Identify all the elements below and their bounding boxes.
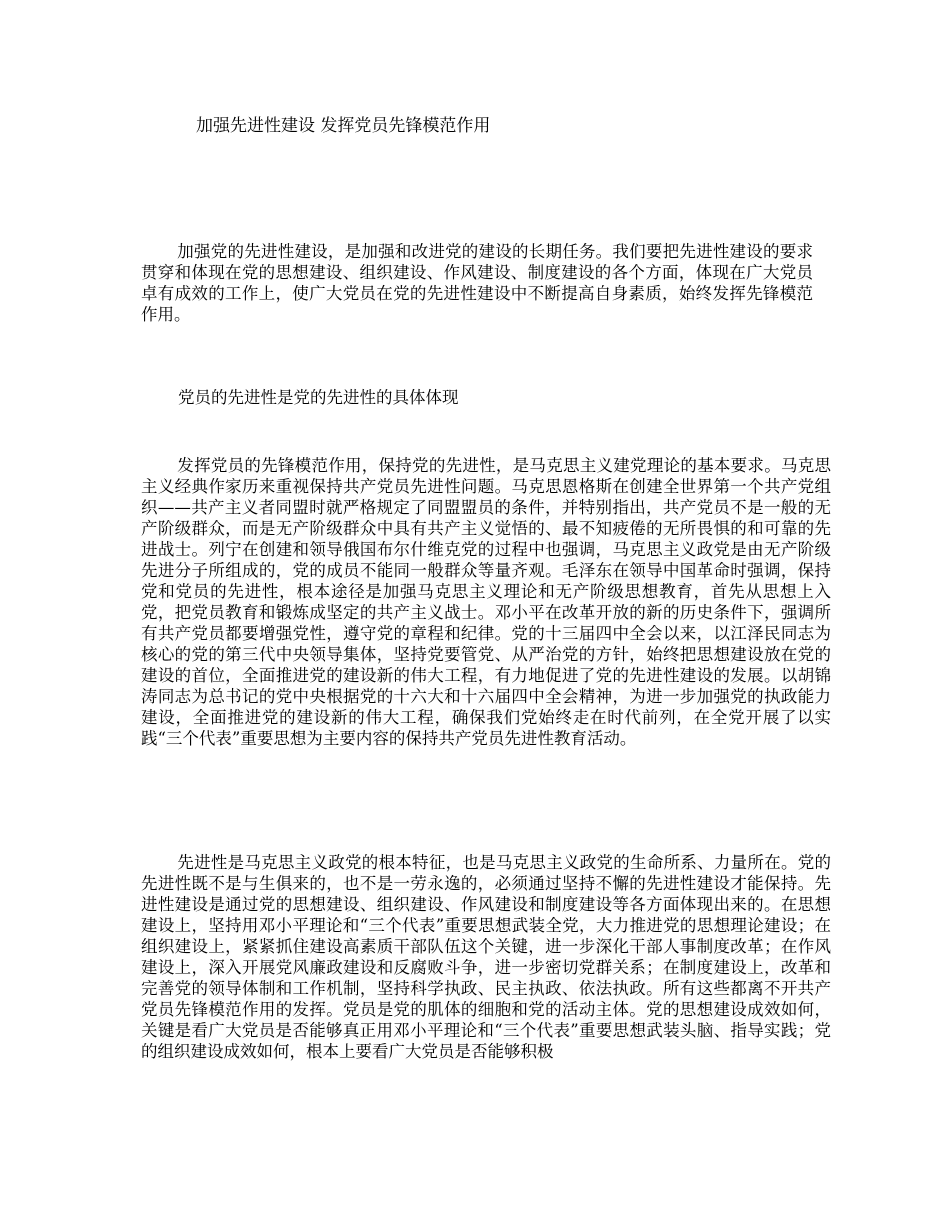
section-heading: 党员的先进性是党的先进性的具体体现 [178, 388, 459, 407]
body-paragraph-2: 先进性是马克思主义政党的根本特征，也是马克思主义政党的生命所系、力量所在。党的先进性既不是与生俱来的，也不是一劳永逸的，必须通过坚持不懈的先进性建设才能保持。先进性建设是通过党的思想建设、组织建设、作风建设和制度建设等各方面体现出来的。在思想建设上，坚持用邓小平理论和“三个代表”重要思想武装全党，大力推进党的思想理论建设；在组织建设上，紧紧抓住建设高素质干部队伍这个关键，进一步深化干部人事制度改革；在作风建设上，深入开展党风廉政建设和反腐败斗争，进一步密切党群关系；在制度建设上，改革和完善党的领导体制和工作机制，坚持科学执政、民主执政、依法执政。所有这些都离不开共产党员先锋模范作用的发挥。党员是党的肌体的细胞和党的活动主体。党的思想建设成效如何，关键是看广大党员是否能够真正用邓小平理论和“三个代表”重要思想武装头脑、指导实践；党的组织建设成效如何，根本上要看广大党员是否能够积极 [141, 853, 831, 1061]
intro-paragraph: 加强党的先进性建设，是加强和改进党的建设的长期任务。我们要把先进性建设的要求贯穿和体现在党的思想建设、组织建设、作风建设、制度建设的各个方面，体现在广大党员卓有成效的工作上，使广大党员在党的先进性建设中不断提高自身素质，始终发挥先锋模范作用。 [141, 242, 813, 324]
document-title: 加强先进性建设 发挥党员先锋模范作用 [196, 116, 491, 136]
body-paragraph-1: 发挥党员的先锋模范作用，保持党的先进性，是马克思主义建党理论的基本要求。马克思主义经典作家历来重视保持共产党员先进性问题。马克思恩格斯在创建全世界第一个共产党组织——共产主义者同盟时就严格规定了同盟盟员的条件，并特别指出，共产党员不是一般的无产阶级群众，而是无产阶级群众中具有共产主义觉悟的、最不知疲倦的无所畏惧的和可靠的先进战士。列宁在创建和领导俄国布尔什维克党的过程中也强调，马克思主义政党是由无产阶级先进分子所组成的，党的成员不能同一般群众等量齐观。毛泽东在领导中国革命时强调，保持党和党员的先进性，根本途径是加强马克思主义理论和无产阶级思想教育，首先从思想上入党，把党员教育和锻炼成坚定的共产主义战士。邓小平在改革开放的新的历史条件下，强调所有共产党员都要增强党性，遵守党的章程和纪律。党的十三届四中全会以来，以江泽民同志为核心的党的第三代中央领导集体，坚持党要管党、从严治党的方针，始终把思想建设放在党的建设的首位，全面推进党的建设新的伟大工程，有力地促进了党的先进性建设的发展。以胡锦涛同志为总书记的党中央根据党的十六大和十六届四中全会精神，为进一步加强党的执政能力建设，全面推进党的建设新的伟大工程，确保我们党始终走在时代前列，在全党开展了以实践“三个代表”重要思想为主要内容的保持共产党员先进性教育活动。 [141, 456, 831, 748]
